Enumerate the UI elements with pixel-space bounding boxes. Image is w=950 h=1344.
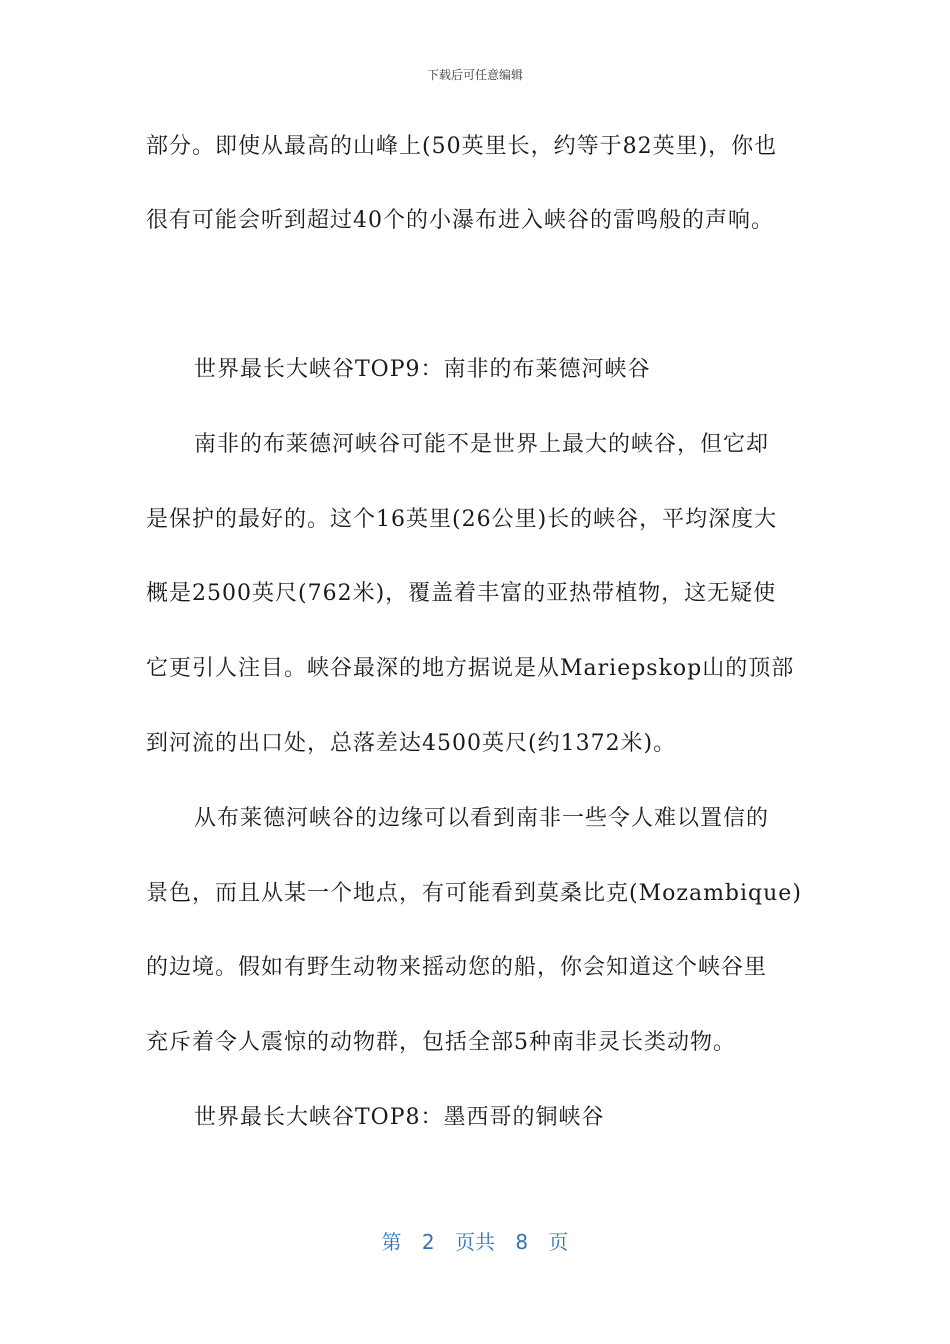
paragraph-line: 它更引人注目。峡谷最深的地方据说是从Mariepskop山的顶部 — [146, 656, 795, 681]
paragraph-line: 的边境。假如有野生动物来摇动您的船，你会知道这个峡谷里 — [146, 955, 768, 980]
paragraph-line: 概是2500英尺(762米)，覆盖着丰富的亚热带植物，这无疑使 — [146, 581, 777, 606]
paragraph-line: 南非的布莱德河峡谷可能不是世界上最大的峡谷，但它却 — [194, 432, 770, 457]
paragraph-line: 景色，而且从某一个地点，有可能看到莫桑比克(Mozambique) — [146, 881, 802, 906]
page-header: 下载后可任意编辑 — [426, 68, 523, 82]
paragraph-line: 部分。即使从最高的山峰上(50英里长，约等于82英里)，你也 — [146, 134, 778, 159]
paragraph-line: 从布莱德河峡谷的边缘可以看到南非一些令人难以置信的 — [194, 806, 770, 831]
paragraph-line: 是保护的最好的。这个16英里(26公里)长的峡谷，平均深度大 — [146, 507, 778, 532]
section-heading-top8: 世界最长大峡谷TOP8：墨西哥的铜峡谷 — [194, 1105, 605, 1130]
page-footer: 第 2 页共 8 页 — [381, 1230, 569, 1254]
section-heading-top9: 世界最长大峡谷TOP9：南非的布莱德河峡谷 — [194, 357, 651, 382]
paragraph-line: 充斥着令人震惊的动物群，包括全部5种南非灵长类动物。 — [146, 1030, 736, 1055]
paragraph-line: 很有可能会听到超过40个的小瀑布进入峡谷的雷鸣般的声响。 — [146, 208, 774, 233]
paragraph-line: 到河流的出口处，总落差达4500英尺(约1372米)。 — [146, 731, 677, 756]
